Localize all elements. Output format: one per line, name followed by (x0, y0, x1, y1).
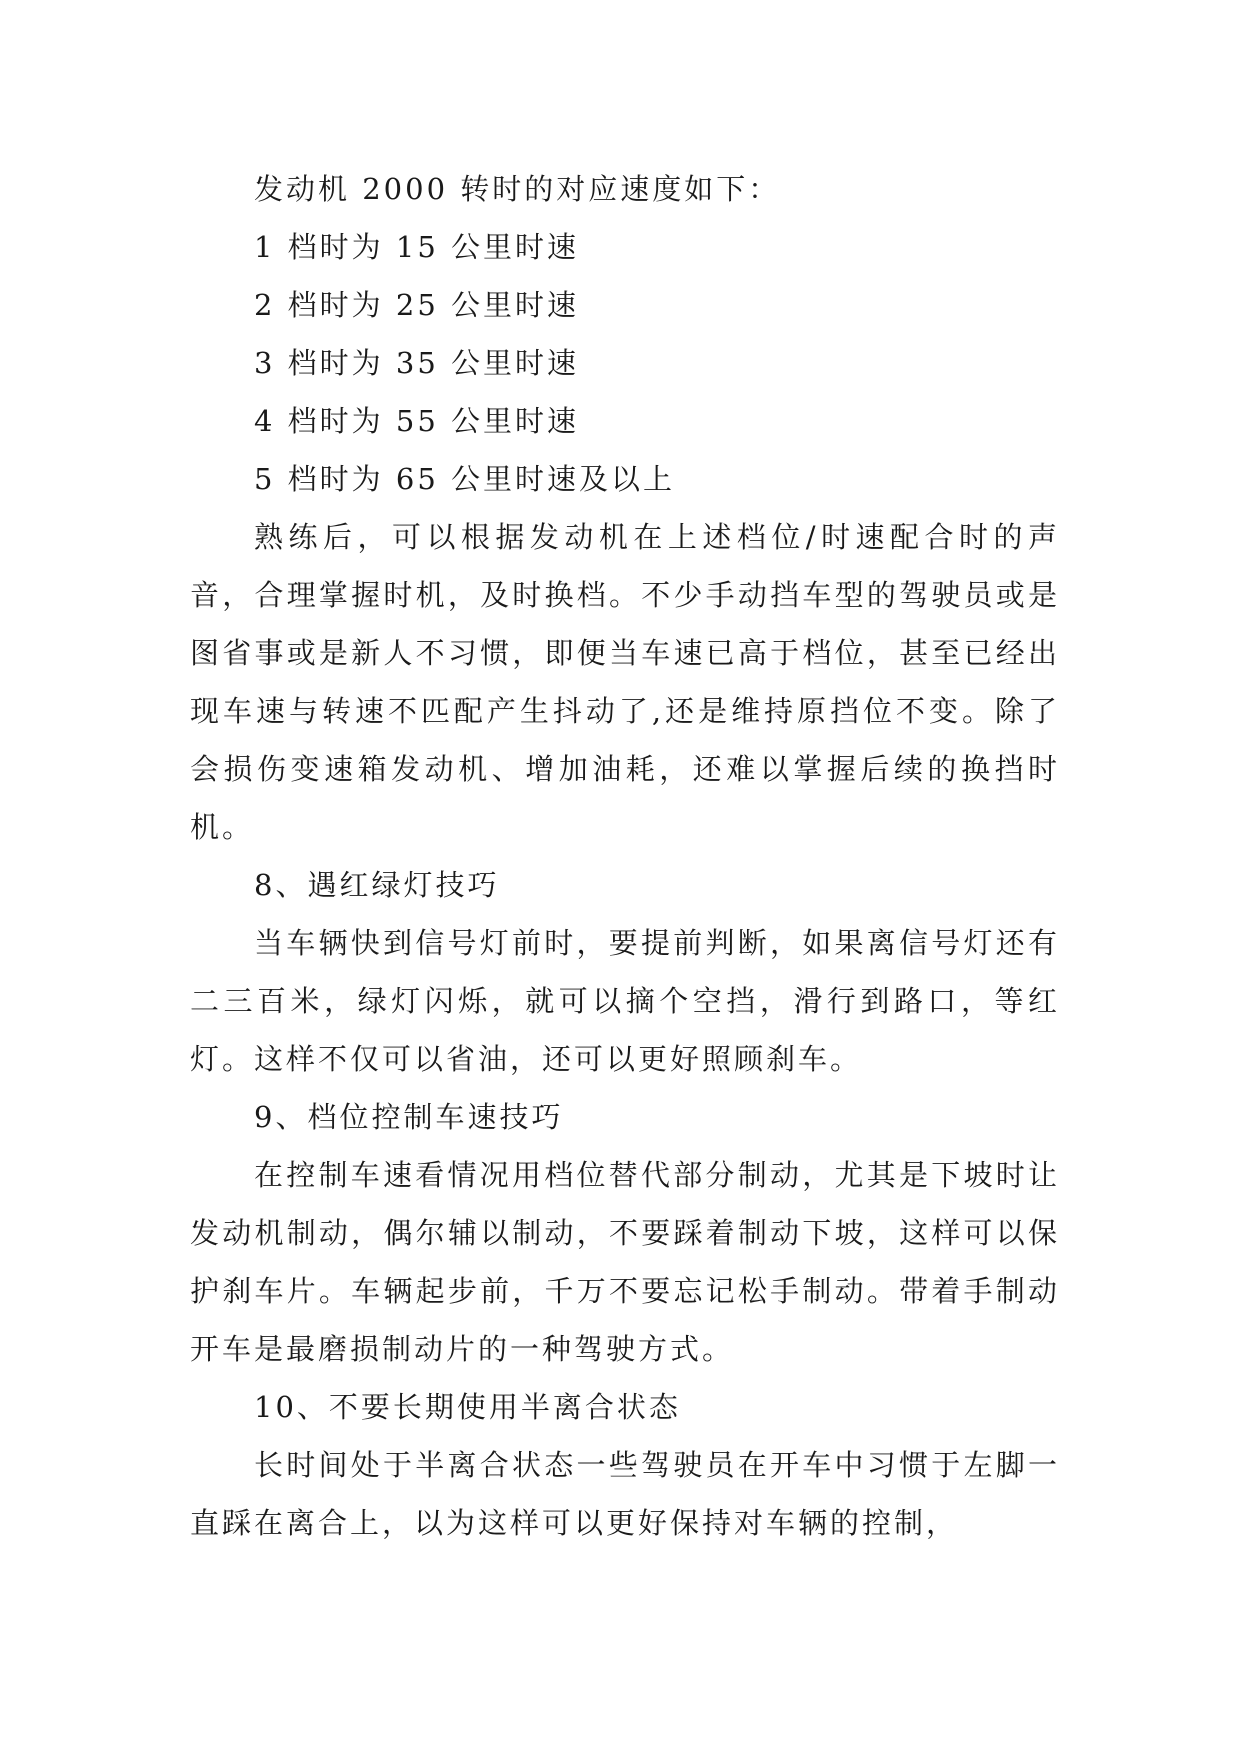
paragraph-half-clutch: 长时间处于半离合状态一些驾驶员在开车中习惯于左脚一直踩在离合上，以为这样可以更好保持对车辆的控制， (190, 1448, 1060, 1540)
paragraph-gear-1: 1 档时为 15 公里时速 (254, 230, 580, 264)
paragraph-gear-3: 3 档时为 35 公里时速 (254, 346, 580, 380)
document-body (190, 160, 1060, 1552)
section-heading-gear-speed-control: 9、档位控制车速技巧 (254, 1100, 564, 1134)
section-heading-half-clutch: 10、不要长期使用半离合状态 (254, 1390, 681, 1424)
paragraph-speed-intro: 发动机 2000 转时的对应速度如下： (254, 172, 781, 206)
paragraph-gear-2: 2 档时为 25 公里时速 (254, 288, 580, 322)
paragraph-gear-4: 4 档时为 55 公里时速 (254, 404, 580, 438)
paragraph-shift-timing: 熟练后，可以根据发动机在上述档位/时速配合时的声音，合理掌握时机，及时换档。不少手动挡车型的驾驶员或是图省事或是新人不习惯，即便当车速已高于档位，甚至已经出现车速与转速不匹配产生抖动了,还是维持原挡位不变。除了会损伤变速箱发动机、增加油耗，还难以掌握后续的换挡时机。 (190, 520, 1060, 844)
paragraph-gear-speed-control: 在控制车速看情况用档位替代部分制动，尤其是下坡时让发动机制动，偶尔辅以制动，不要踩着制动下坡，这样可以保护刹车片。车辆起步前，千万不要忘记松手制动。带着手制动开车是最磨损制动片的一种驾驶方式。 (190, 1158, 1060, 1366)
paragraph-gear-5: 5 档时为 65 公里时速及以上 (254, 462, 676, 496)
section-heading-traffic-lights: 8、遇红绿灯技巧 (254, 868, 500, 902)
paragraph-traffic-lights: 当车辆快到信号灯前时，要提前判断，如果离信号灯还有二三百米，绿灯闪烁，就可以摘个空挡，滑行到路口，等红灯。这样不仅可以省油，还可以更好照顾刹车。 (190, 926, 1060, 1076)
